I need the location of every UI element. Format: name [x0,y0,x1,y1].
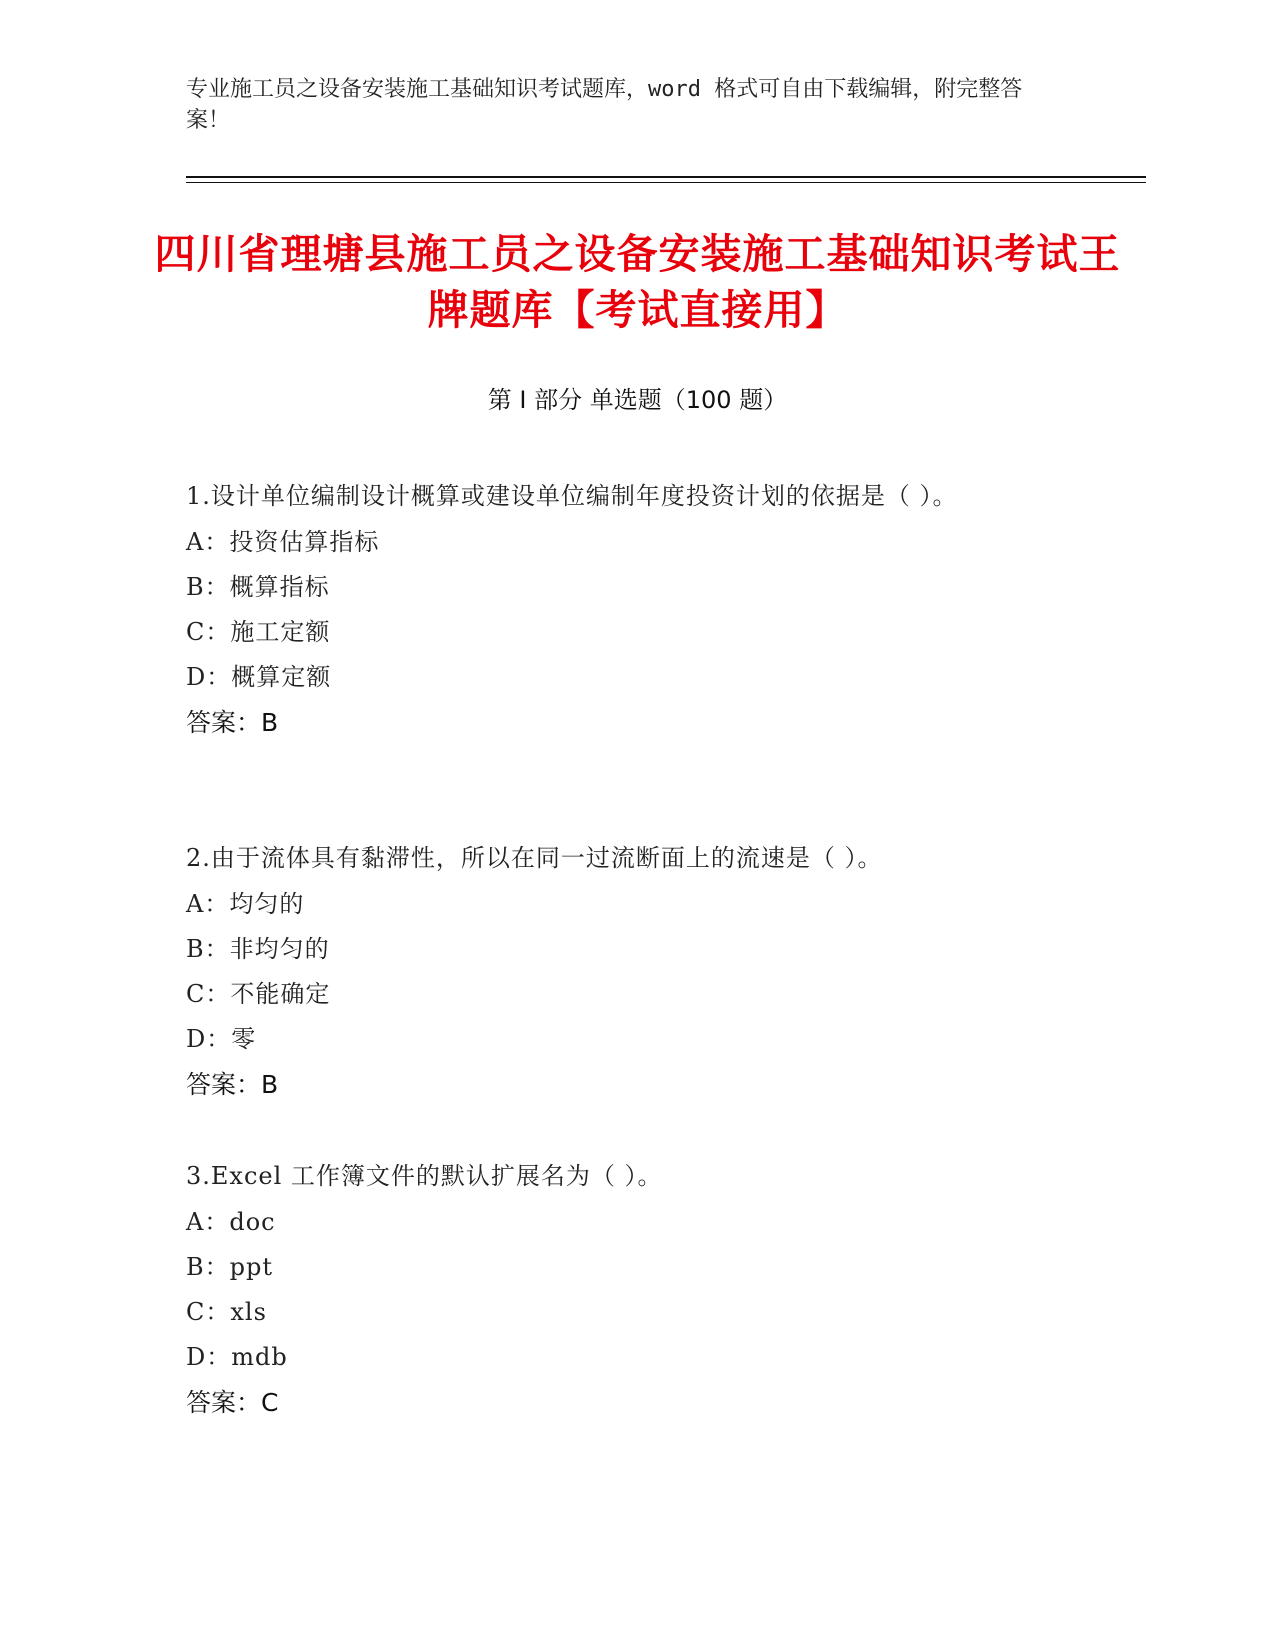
option-c: C：施工定额 [186,618,331,646]
option-d: D：概算定额 [186,663,332,691]
option-a: A：均匀的 [186,890,305,918]
option-d: D：零 [186,1025,257,1053]
section-heading: 第 I 部分 单选题（100 题） [487,386,788,414]
question-block [186,472,1086,746]
document-title: 四川省理塘县施工员之设备安装施工基础知识考试王牌题库【考试直接用】 [154,230,1121,334]
question-stem: 1.设计单位编制设计概算或建设单位编制年度投资计划的依据是（ ）。 [186,482,958,510]
option-b: B：概算指标 [186,573,330,601]
question-stem: 2.由于流体具有黏滞性，所以在同一过流断面上的流速是（ ）。 [186,844,883,872]
question-block [186,1152,1086,1426]
option-c: C：不能确定 [186,980,331,1008]
header-note: 专业施工员之设备安装施工基础知识考试题库，word 格式可自由下载编辑，附完整答案！ [186,77,1023,133]
option-c: C：xls [186,1298,267,1326]
header-divider-thick [186,176,1146,178]
option-b: B：非均匀的 [186,935,330,963]
header-divider-thin [186,182,1146,183]
question-block [186,834,1086,1108]
question-stem: 3.Excel 工作簿文件的默认扩展名为（ ）。 [186,1162,663,1190]
answer-line: 答案：B [186,708,279,737]
answer-line: 答案：C [186,1388,279,1417]
option-b: B：ppt [186,1253,274,1281]
option-d: D：mdb [186,1343,288,1371]
answer-line: 答案：B [186,1070,279,1099]
option-a: A：投资估算指标 [186,528,380,556]
option-a: A：doc [186,1208,276,1236]
